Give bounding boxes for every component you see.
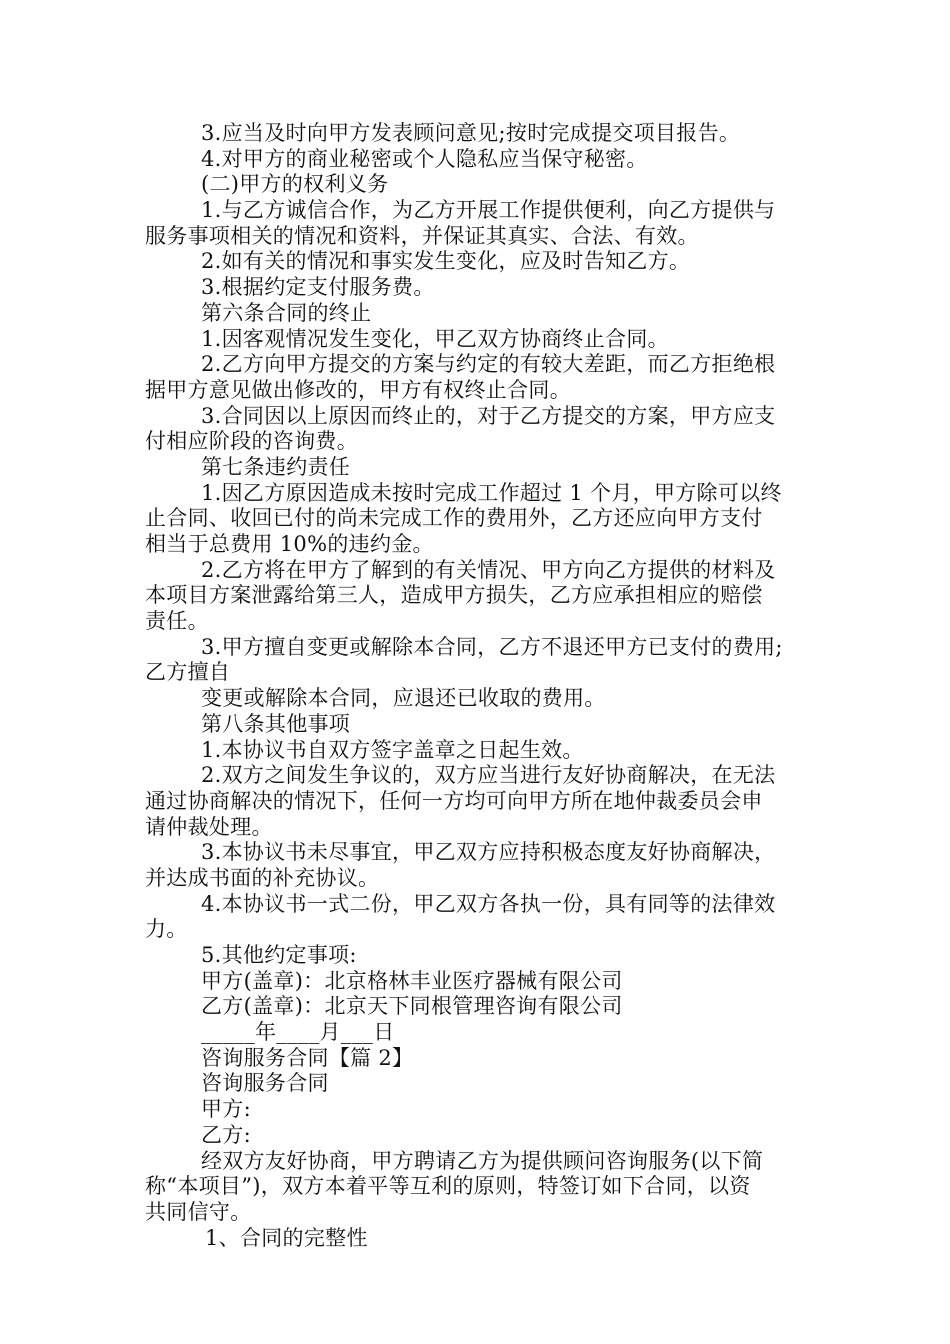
text-line: 据甲方意见做出修改的，甲方有权终止合同。 [145, 377, 571, 402]
text-line: 责任。 [145, 609, 209, 634]
text-line: 1.本协议书自双方签字盖章之日起生效。 [201, 737, 584, 762]
text-line: 2.双方之间发生争议的，双方应当进行友好协商解决，在无法 [201, 763, 776, 788]
text-line: 本项目方案泄露给第三人，造成甲方损失，乙方应承担相应的赔偿 [145, 583, 763, 608]
text-line: 2.乙方向甲方提交的方案与约定的有较大差距，而乙方拒绝根 [201, 352, 776, 377]
text-line: 4.本协议书一式二份，甲乙双方各执一份，具有同等的法律效 [201, 891, 776, 916]
document-body [145, 121, 815, 1251]
text-line: 经双方友好协商，甲方聘请乙方为提供顾问咨询服务(以下简 [201, 1148, 764, 1173]
text-line: 请仲裁处理。 [145, 814, 273, 839]
text-line: 服务事项相关的情况和资料，并保证其真实、合法、有效。 [145, 223, 699, 248]
text-line: 力。 [145, 917, 188, 942]
text-line: 甲方: [201, 1097, 251, 1122]
text-line: 咨询服务合同【篇 2】 [201, 1045, 414, 1070]
text-line: 1.与乙方诚信合作，为乙方开展工作提供便利，向乙方提供与 [201, 198, 776, 223]
text-line: 4.对甲方的商业秘密或个人隐私应当保守秘密。 [201, 146, 648, 171]
text-line: 第六条合同的终止 [201, 300, 372, 325]
text-line: 5.其他约定事项: [201, 943, 357, 967]
text-line: 共同信守。 [145, 1199, 252, 1224]
text-line: 乙方(盖章)：北京天下同根管理咨询有限公司 [201, 994, 623, 1019]
text-line: 甲方(盖章)：北京格林丰业医疗器械有限公司 [201, 968, 623, 993]
text-line: 3.甲方擅自变更或解除本合同，乙方不退还甲方已支付的费用; [201, 634, 783, 659]
text-line: 1、合同的完整性 [205, 1225, 368, 1250]
text-line: 称“本项目”)，双方本着平等互利的原则，特签订如下合同，以资 [145, 1174, 751, 1199]
text-line: 1.因客观情况发生变化，甲乙双方协商终止合同。 [201, 326, 669, 351]
text-line: 1.因乙方原因造成未按时完成工作超过 1 个月，甲方除可以终 [201, 480, 782, 505]
text-line: 3.根据约定支付服务费。 [201, 275, 435, 300]
text-line: 变更或解除本合同，应退还已收取的费用。 [201, 686, 606, 711]
text-line: 相当于总费用 10%的违约金。 [145, 532, 434, 556]
text-line: 第七条违约责任 [201, 454, 351, 479]
text-line: 止合同、收回已付的尚未完成工作的费用外，乙方还应向甲方支付 [145, 506, 763, 531]
text-line: (二)甲方的权利义务 [201, 172, 389, 197]
text-line: 2.如有关的情况和事实发生变化，应及时告知乙方。 [201, 249, 691, 274]
text-line: 付相应阶段的咨询费。 [145, 429, 358, 454]
text-line: 2.乙方将在甲方了解到的有关情况、甲方向乙方提供的材料及 [201, 557, 776, 582]
text-line: 第八条其他事项 [201, 711, 351, 736]
text-line: 3.本协议书未尽事宜，甲乙双方应持积极态度友好协商解决， [201, 840, 776, 865]
text-line: 3.合同因以上原因而终止的，对于乙方提交的方案，甲方应支 [201, 403, 776, 428]
text-line: 乙方: [201, 1122, 251, 1147]
text-line: 3.应当及时向甲方发表顾问意见;按时完成提交项目报告。 [201, 121, 741, 145]
text-line: 并达成书面的补充协议。 [145, 865, 380, 890]
text-line: 乙方擅自 [145, 660, 231, 685]
text-line: 咨询服务合同 [201, 1071, 329, 1096]
text-line: _____年____月___日 [201, 1020, 395, 1045]
text-line: 通过协商解决的情况下，任何一方均可向甲方所在地仲裁委员会申 [145, 788, 763, 813]
